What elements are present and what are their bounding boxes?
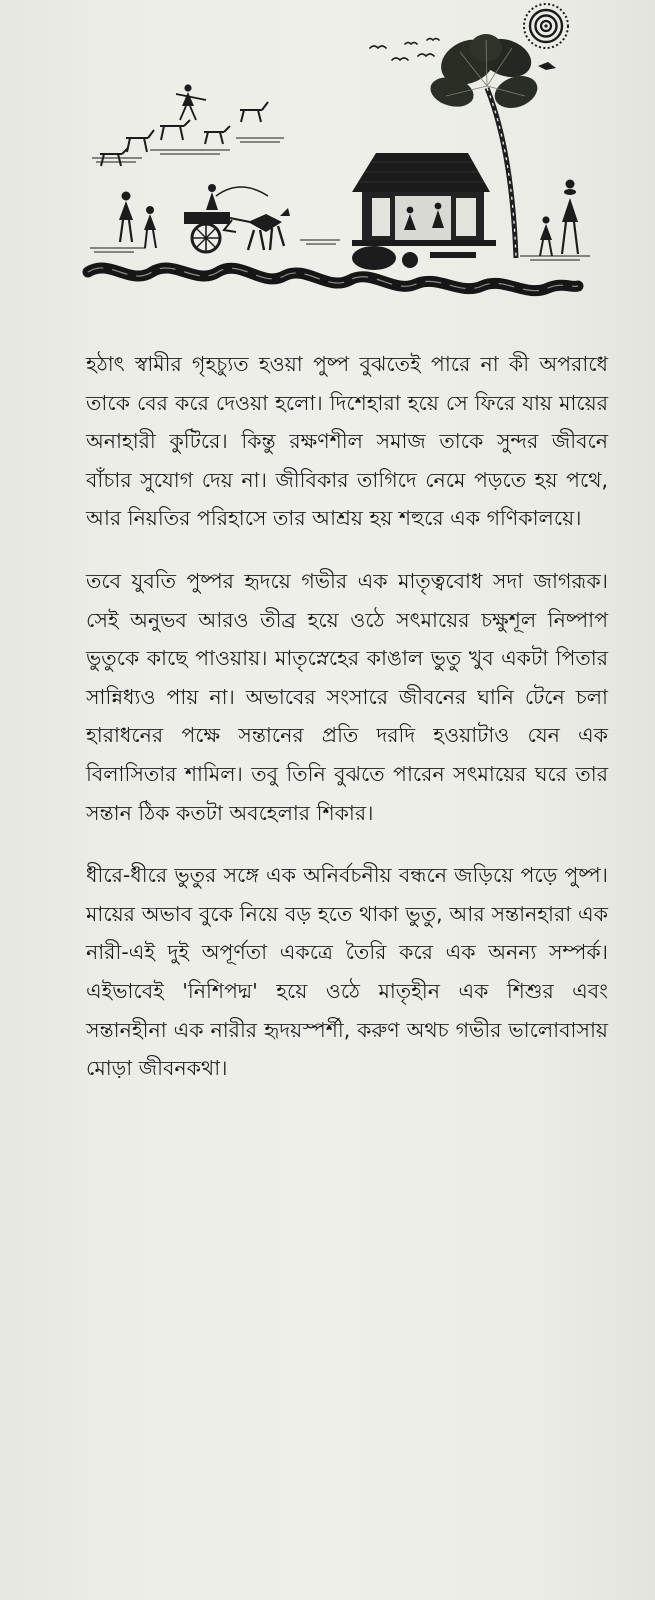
warli-village-illustration [0, 0, 655, 330]
hut-icon [352, 153, 496, 270]
ground-icon [88, 268, 578, 291]
bullock-cart-icon [184, 184, 290, 252]
animals-icon [92, 84, 284, 166]
blurb-paragraph-1: হঠাৎ স্বামীর গৃহচ্যুত হওয়া পুষ্প বুঝতেই পারে না কী অপরাধে তাকে বের করে দেওয়া হলো। দিশেহারা হয়ে সে ফিরে যায় মায়ের অনাহারী কুটিরে। কিন্তু রক্ষণশীল সমাজ তাকে সুন্দর জীবনে বাঁচার সুযোগ দেয় না। জীবিকার তাগিদে নেমে পড়তে হয় পথে, আর নিয়তির পরিহাসে তার আশ্রয় হয় শহুরে এক গণিকালয়ে। [86, 352, 608, 531]
book-blurb [86, 345, 608, 1112]
sun-icon [524, 4, 568, 48]
birds-icon [370, 39, 439, 61]
blurb-paragraph-2: তবে যুবতি পুষ্পর হৃদয়ে গভীর এক মাতৃত্ববোধ সদা জাগরূক। সেই অনুভব আরও তীব্র হয়ে ওঠে সৎমায়ের চক্ষুশূল নিষ্পাপ ভুতুকে কাছে পাওয়ায়। মাতৃস্নেহের কাঙাল ভুতু খুব একটা পিতার সান্নিধ্যও পায় না। অভাবের সংসারে জীবনের ঘানি টেনে চলা হারাধনের পক্ষে সন্তানের প্রতি দরদি হওয়াটাও যেন এক বিলাসিতার শামিল। তবু তিনি বুঝতে পারেন সৎমায়ের ঘরে তার সন্তান ঠিক কতটা অবহেলার শিকার। [86, 568, 608, 825]
blurb-paragraph-3: ধীরে-ধীরে ভুতুর সঙ্গে এক অনির্বচনীয় বন্ধনে জড়িয়ে পড়ে পুষ্প। মায়ের অভাব বুকে নিয়ে বড় হতে থাকা ভুতু, আর সন্তানহারা এক নারী-এই দুই অপূর্ণতা একত্রে তৈরি করে এক অনন্য সম্পর্ক। এইভাবেই 'নিশিপদ্ম' হয়ে ওঠে মাতৃহীন এক শিশুর এবং সন্তানহীনা এক নারীর হৃদয়স্পর্শী, করুণ অথচ গভীর ভালোবাসায় মোড়া জীবনকথা। [86, 863, 608, 1081]
